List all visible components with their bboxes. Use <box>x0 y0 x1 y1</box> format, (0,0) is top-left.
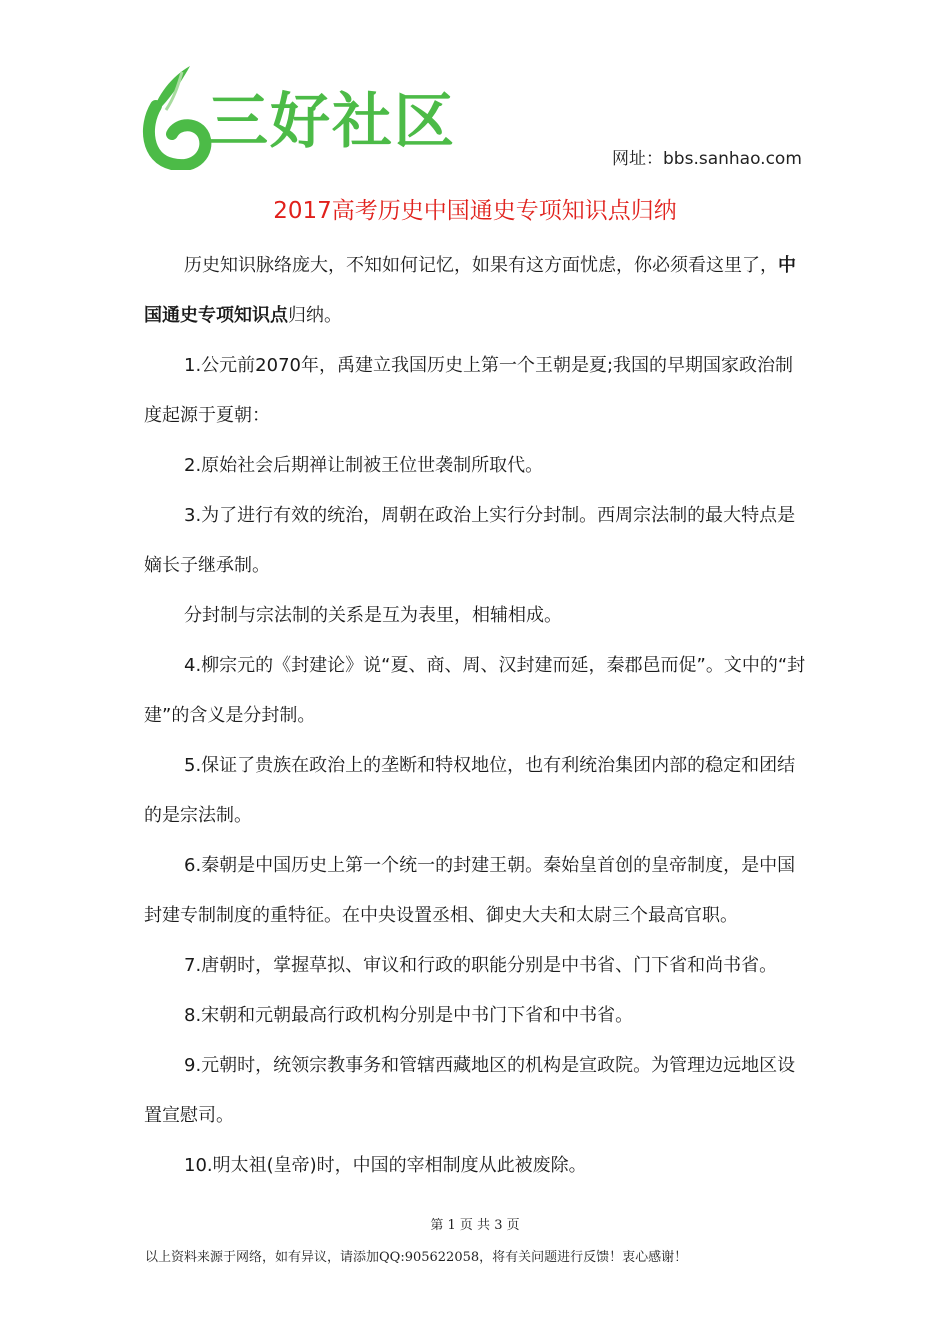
page-number: 第 1 页 共 3 页 <box>430 1218 520 1233</box>
paragraph-6: 6.秦朝是中国历史上第一个统一的封建王朝。秦始皇首创的皇帝制度，是中国封建专制制度的重特征。在中央设置丞相、御史大夫和太尉三个最高官职。 <box>144 855 796 926</box>
paragraph-3b: 分封制与宗法制的关系是互为表里，相辅相成。 <box>184 605 562 626</box>
document-title: 2017高考历史中国通史专项知识点归纳 <box>273 198 677 224</box>
logo-text: 三好社区 <box>208 87 456 157</box>
intro-bold-term: 中国通史专项知识点 <box>144 255 796 326</box>
paragraph-1: 1.公元前2070年，禹建立我国历史上第一个王朝是夏;我国的早期国家政治制度起源于夏朝： <box>144 355 794 426</box>
paragraph-9: 9.元朝时，统领宗教事务和管辖西藏地区的机构是宣政院。为管理边远地区设置宣慰司。 <box>144 1055 796 1126</box>
site-url <box>612 148 802 170</box>
paragraph-2: 2.原始社会后期禅让制被王位世袭制所取代。 <box>184 455 544 476</box>
paragraph-5: 5.保证了贵族在政治上的垄断和特权地位，也有利统治集团内部的稳定和团结的是宗法制。 <box>144 755 796 826</box>
paragraph-10: 10.明太祖(皇帝)时，中国的宰相制度从此被废除。 <box>184 1155 587 1176</box>
url-label: 网址： <box>612 149 663 169</box>
document-body <box>144 241 810 1191</box>
paragraph-3: 3.为了进行有效的统治，周朝在政治上实行分封制。西周宗法制的最大特点是嫡长子继承制。 <box>144 505 796 576</box>
paragraph-8: 8.宋朝和元朝最高行政机构分别是中书门下省和中书省。 <box>184 1005 634 1026</box>
paragraph-7: 7.唐朝时，掌握草拟、审议和行政的职能分别是中书省、门下省和尚书省。 <box>184 955 778 976</box>
url-link[interactable]: bbs.sanhao.com <box>663 149 802 169</box>
paragraph-4: 4.柳宗元的《封建论》说“夏、商、周、汉封建而延，秦郡邑而促”。文中的“封建”的含义是分封制。 <box>144 655 806 726</box>
footer-note: 以上资料来源于网络，如有异议，请添加QQ:905622058，将有关问题进行反馈！衷心感谢！ <box>145 1250 688 1265</box>
intro-paragraph: 历史知识脉络庞大，不知如何记忆，如果有这方面忧虑，你必须看这里了，中国通史专项知识点归纳。 <box>144 255 796 326</box>
